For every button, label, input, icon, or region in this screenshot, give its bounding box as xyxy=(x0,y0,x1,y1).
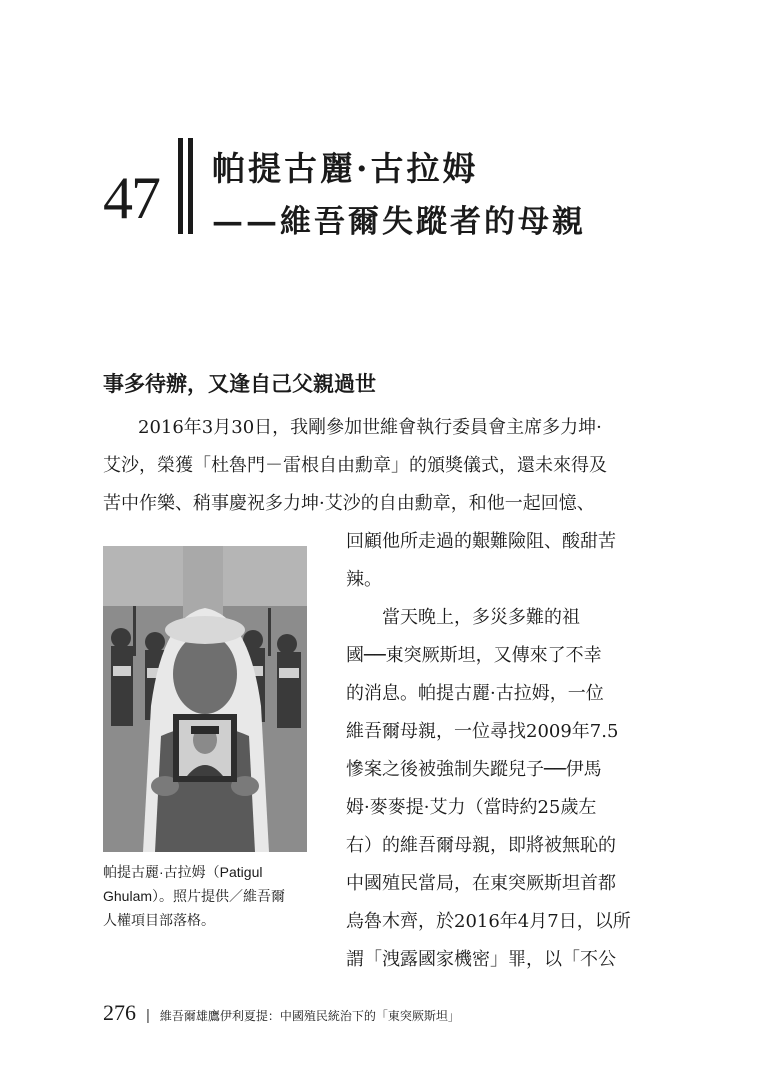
chapter-title: 帕提古麗·古拉姆 xyxy=(212,149,479,188)
body-text-line: 當天晚上，多災多難的祖 xyxy=(382,607,580,628)
page-footer xyxy=(103,1000,460,1026)
page-number: 276 xyxy=(103,1000,136,1025)
footer-separator: | xyxy=(146,1007,150,1024)
chapter-subtitle: ——維吾爾失蹤者的母親 xyxy=(212,204,586,240)
body-text-line: 謂「洩露國家機密」罪，以「不公 xyxy=(346,949,616,970)
body-text-line: 烏魯木齊，於2016年4月7日，以所 xyxy=(346,911,631,932)
body-text-line: 艾沙，榮獲「杜魯門－雷根自由勳章」的頒獎儀式，還未來得及 xyxy=(103,455,607,476)
caption-line: 帕提古麗·古拉姆（Patigul xyxy=(103,864,263,880)
body-text-line: 回顧他所走過的艱難險阻、酸甜苦 xyxy=(346,531,616,552)
body-text-line: 辣。 xyxy=(346,569,382,590)
section-heading: 事多待辦，又逢自己父親過世 xyxy=(103,373,376,396)
body-text-line: 的消息。帕提古麗·古拉姆，一位 xyxy=(346,683,604,704)
photo-caption xyxy=(103,860,333,932)
body-text-line: 維吾爾母親，一位尋找2009年7.5 xyxy=(346,721,619,742)
chapter-number: 47 xyxy=(103,165,159,231)
caption-line: 人權項目部落格。 xyxy=(103,912,215,928)
body-text-line: 國──東突厥斯坦，又傳來了不幸 xyxy=(346,645,602,666)
body-text-line: 苦中作樂、稍事慶祝多力坤·艾沙的自由勳章，和他一起回憶、 xyxy=(103,493,595,514)
caption-line: Ghulam）。照片提供／維吾爾 xyxy=(103,888,286,904)
book-title: 維吾爾雄鷹伊利夏提：中國殖民統治下的「東突厥斯坦」 xyxy=(159,1009,460,1023)
body-text-line: 姆·麥麥提·艾力（當時約25歲左 xyxy=(346,797,597,818)
portrait-illustration xyxy=(103,546,307,852)
portrait-illustration-art xyxy=(103,546,307,852)
body-text-line: 中國殖民當局，在東突厥斯坦首都 xyxy=(346,873,616,894)
body-text-line: 右）的維吾爾母親，即將被無恥的 xyxy=(346,835,616,856)
body-text-line: 2016年3月30日，我剛參加世維會執行委員會主席多力坤· xyxy=(138,417,602,438)
body-text-line: 慘案之後被強制失蹤兒子──伊馬 xyxy=(346,759,602,780)
title-divider-bar xyxy=(188,138,193,234)
title-divider-bar xyxy=(178,138,183,234)
